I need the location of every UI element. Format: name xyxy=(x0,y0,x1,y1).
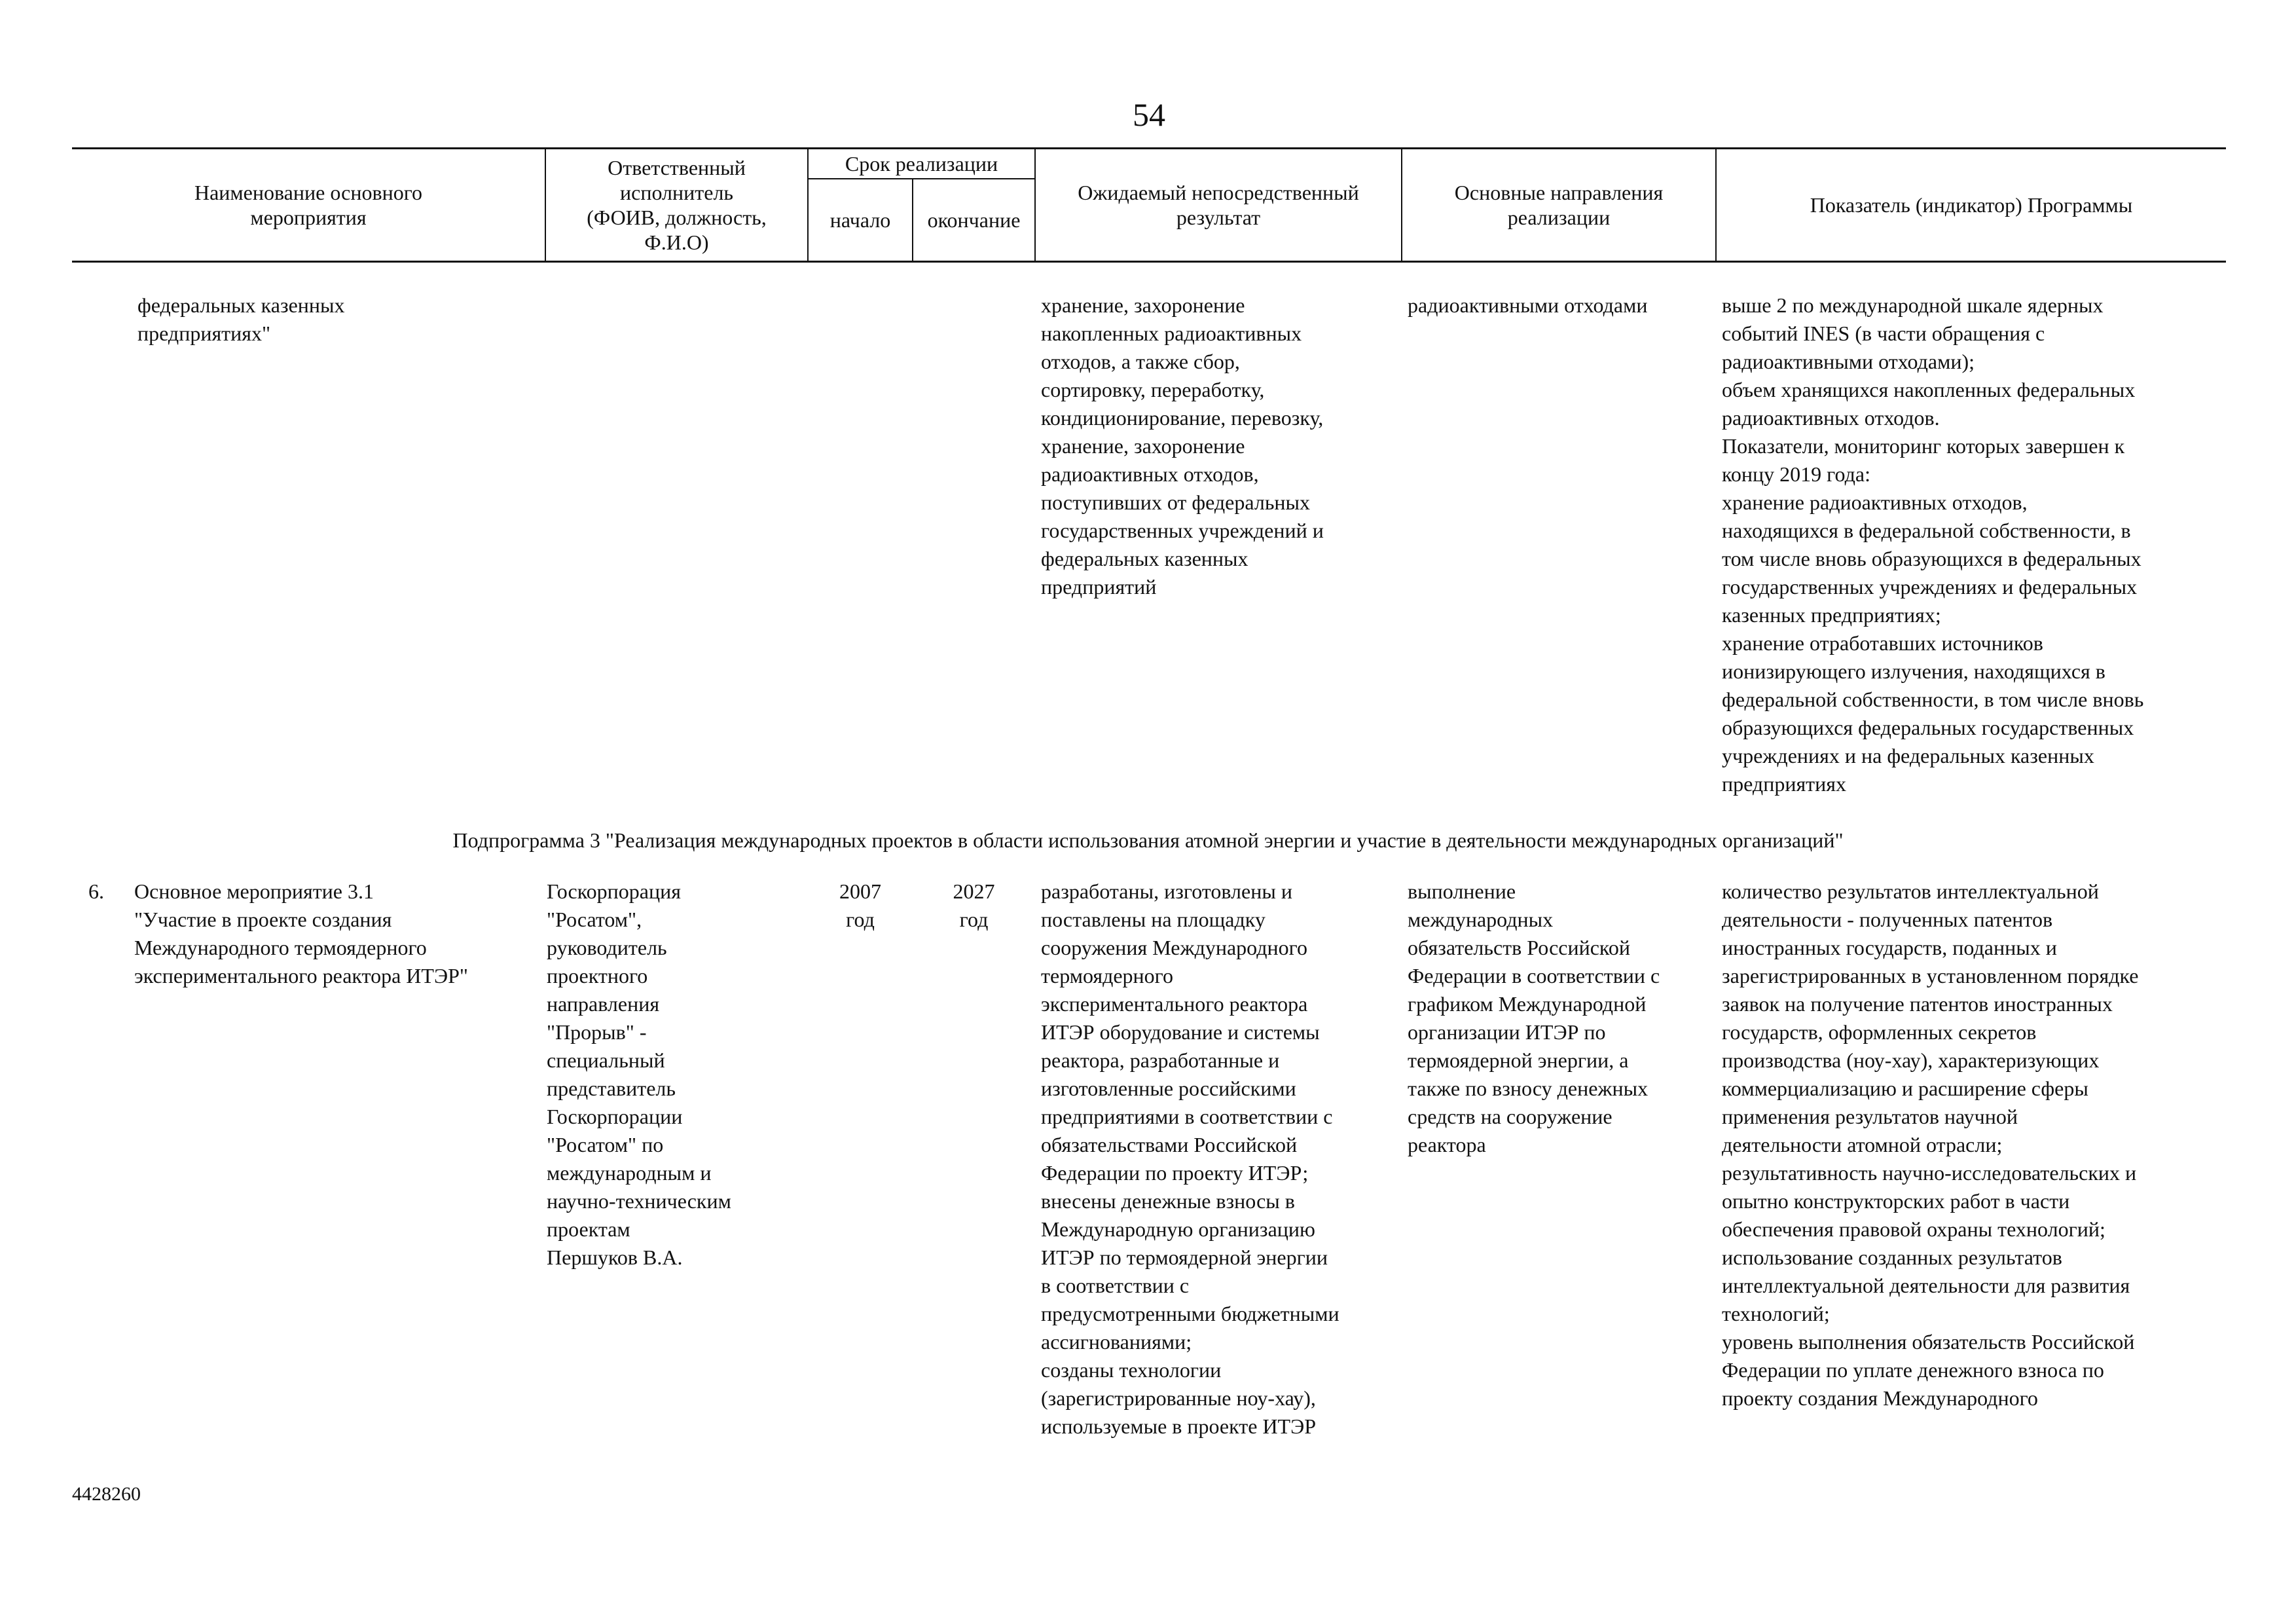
row-event-name: Основное мероприятие 3.1 "Участие в проекте создания Международного термоядерного экспериментального реактора ИТЭР" xyxy=(134,879,468,987)
subprogram-title: Подпрограмма 3 "Реализация международных проектов в области использования атомной энергии и участие в деятельности международных организаций" xyxy=(452,828,1844,852)
row-end-year: 2027 год xyxy=(953,879,995,931)
header-name-of-event: Наименование основного мероприятия xyxy=(194,181,423,229)
continuation-indicator: выше 2 по международной шкале ядерных событий INES (в части обращения с радиоактивными отходами); объем хранящихся накопленных федеральных радиоактивных отходов. Показатели, мониторинг которых завершен к концу 2019 года: хранение радиоактивных отходов, находящихся в федеральной собственности, в том числе вновь образующихся в федеральных государственных учреждениях и федеральных казенных предприятиях; хранение отработавших источников ионизирующего излучения, находящихся в федеральной собственности, в том числе вновь образующихся федеральных государственных учреждениях и на федеральных казенных предприятиях xyxy=(1722,293,2144,796)
row-executor: Госкорпорация "Росатом", руководитель проектного направления "Прорыв" - специальный представитель Госкорпорации "Росатом" по международным и научно-техническим проектам Першуков В.А. xyxy=(547,879,731,1269)
header-bottom-rule xyxy=(72,261,2226,263)
header-main-directions: Основные направления реализации xyxy=(1454,181,1664,229)
header-implementation-period: Срок реализации xyxy=(845,152,998,175)
header-expected-result: Ожидаемый непосредственный результат xyxy=(1078,181,1359,229)
continuation-directions: радиоактивными отходами xyxy=(1408,293,1648,317)
document-id: 4428260 xyxy=(72,1483,141,1505)
header-end: окончание xyxy=(927,208,1021,232)
row-program-indicator: количество результатов интеллектуальной деятельности - полученных патентов иностранных государств, поданных и зарегистрированных в установленном порядке заявок на получение патентов иностранных государств, оформленных секретов производства (ноу-хау), характеризующих коммерциализацию и расширение сферы применения результатов научной деятельности атомной отрасли; результативность научно-исследовательских и опытно конструкторских работ в части обеспечения правовой охраны технологий; использование созданных результатов интеллектуальной деятельности для развития технологий; уровень выполнения обязательств Российской Федерации по уплате денежного взноса по проекту создания Международного xyxy=(1722,879,2139,1410)
continuation-name: федеральных казенных предприятиях" xyxy=(137,293,345,345)
continuation-result: хранение, захоронение накопленных радиоактивных отходов, а также сбор, сортировку, переработку, кондиционирование, перевозку, хранение, захоронение радиоактивных отходов, поступивших от федеральных государственных учреждений и федеральных казенных предприятий xyxy=(1041,293,1324,599)
header-program-indicator: Показатель (индикатор) Программы xyxy=(1810,193,2133,217)
row-start-year: 2007 год xyxy=(839,879,881,931)
row-main-directions: выполнение международных обязательств Российской Федерации в соответствии с графиком Международной организации ИТЭР по термоядерной энергии, а также по взносу денежных средств на сооружение реактора xyxy=(1408,879,1660,1156)
header-start: начало xyxy=(829,208,891,232)
page-number: 54 xyxy=(1133,96,1165,133)
row-expected-result: разработаны, изготовлены и поставлены на площадку сооружения Международного термоядерного экспериментального реактора ИТЭР оборудование и системы реактора, разработанные и изготовленные российскими предприятиями в соответствии с обязательствами Российской Федерации по проекту ИТЭР; внесены денежные взносы в Международную организацию ИТЭР по термоядерной энергии в соответствии с предусмотренными бюджетными ассигнованиями; созданы технологии (зарегистрированные ноу-хау), используемые в проекте ИТЭР xyxy=(1041,879,1339,1438)
row-number: 6. xyxy=(88,879,104,903)
header-responsible-executor: Ответственный исполнитель (ФОИВ, должность, Ф.И.О) xyxy=(587,156,767,254)
